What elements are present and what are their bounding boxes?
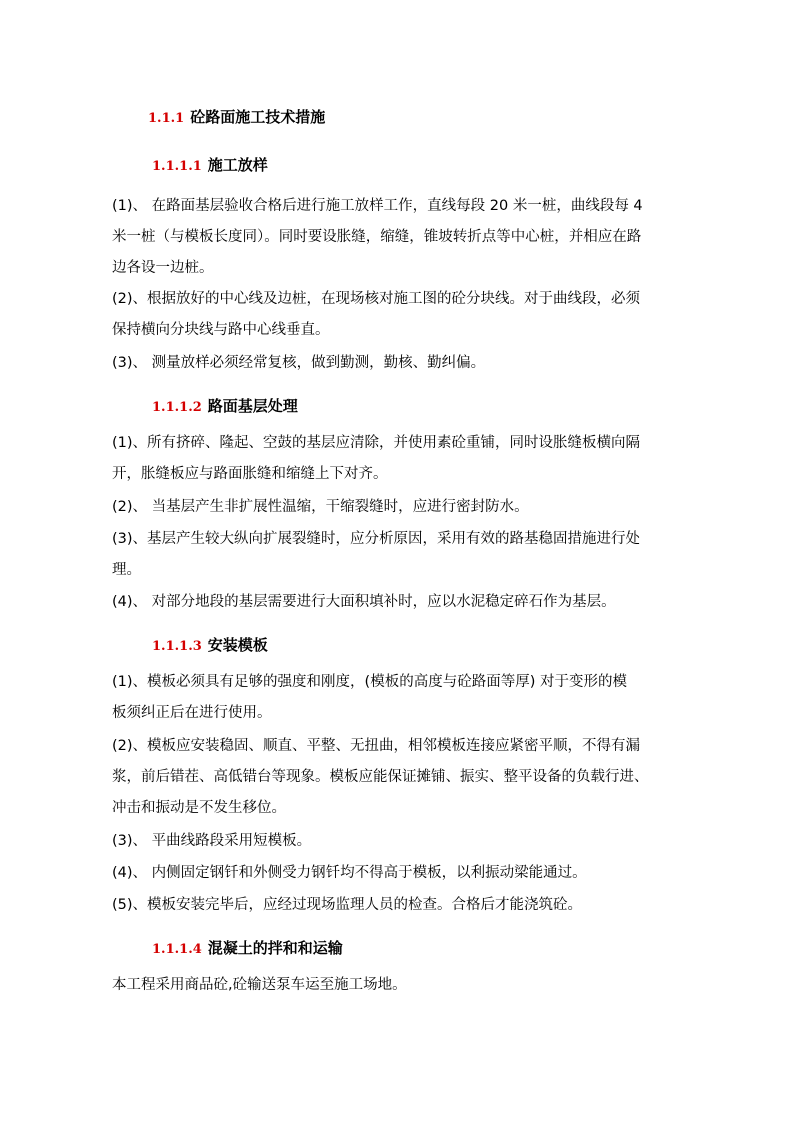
paragraph — [112, 731, 692, 824]
subsection-number: 1.1.1.3 — [152, 639, 202, 654]
section-number: 1.1.1 — [148, 111, 185, 126]
subsection-number: 1.1.1.2 — [152, 400, 202, 415]
subsection-heading — [152, 635, 268, 657]
section-title: 砼路面施工技术措施 — [190, 108, 326, 126]
text-line: 浆，前后错茬、高低错台等现象。模板应能保证摊铺、振实、整平设备的负载行进、 — [112, 769, 649, 785]
subsection-heading — [152, 938, 343, 960]
section-heading — [148, 107, 325, 129]
paragraph — [112, 970, 692, 1001]
text-line: (3)、 测量放样必须经常复核，做到勤测，勤核、勤纠偏。 — [112, 355, 486, 371]
text-line: 保持横向分块线与路中心线垂直。 — [112, 322, 330, 338]
paragraph — [112, 524, 692, 586]
paragraph — [112, 428, 692, 490]
text-line: (2)、根据放好的中心线及边桩，在现场核对施工图的砼分块线。对于曲线段，必须 — [112, 291, 641, 307]
text-line: (1)、 在路面基层验收合格后进行施工放样工作，直线每段 20 米一桩，曲线段每 4 — [112, 198, 643, 214]
subsection-title: 施工放样 — [207, 156, 268, 174]
subsection-title: 路面基层处理 — [207, 397, 298, 415]
paragraph — [112, 587, 692, 618]
text-line: (4)、 对部分地段的基层需要进行大面积填补时，应以水泥稳定碎石作为基层。 — [112, 594, 616, 610]
paragraph — [112, 348, 692, 379]
text-line: 理。 — [112, 562, 141, 578]
paragraph — [112, 667, 692, 729]
paragraph — [112, 890, 692, 921]
text-line: 边各设一边桩。 — [112, 260, 214, 276]
subsection-heading — [152, 396, 298, 418]
paragraph — [112, 284, 692, 346]
paragraph — [112, 826, 692, 857]
text-line: (2)、模板应安装稳固、顺直、平整、无扭曲，相邻模板连接应紧密平顺，不得有漏 — [112, 738, 641, 754]
text-line: (2)、 当基层产生非扩展性温缩，干缩裂缝时，应进行密封防水。 — [112, 499, 529, 515]
paragraph — [112, 492, 692, 523]
subsection-number: 1.1.1.1 — [152, 159, 202, 174]
text-line: (1)、所有挤碎、隆起、空鼓的基层应清除，并使用素砼重铺，同时设胀缝板横向隔 — [112, 435, 641, 451]
paragraph — [112, 858, 692, 889]
subsection-number: 1.1.1.4 — [152, 942, 202, 957]
text-line: 冲击和振动是不发生移位。 — [112, 800, 286, 816]
text-line: (5)、模板安装完毕后，应经过现场监理人员的检查。合格后才能浇筑砼。 — [112, 897, 583, 913]
text-line: 米一桩（与模板长度同）。同时要设胀缝，缩缝，锥坡转折点等中心桩，并相应在路 — [112, 229, 642, 245]
text-line: (1)、模板必须具有足够的强度和刚度，(模板的高度与砼路面等厚) 对于变形的模 — [112, 674, 627, 690]
text-line: 板须纠正后在进行使用。 — [112, 705, 272, 721]
text-line: 开，胀缝板应与路面胀缝和缩缝上下对齐。 — [112, 466, 388, 482]
subsection-title: 安装模板 — [207, 636, 268, 654]
text-line: (4)、 内侧固定钢钎和外侧受力钢钎均不得高于模板，以利振动梁能通过。 — [112, 865, 587, 881]
text-line: (3)、基层产生较大纵向扩展裂缝时，应分析原因，采用有效的路基稳固措施进行处 — [112, 531, 641, 547]
text-line: (3)、 平曲线路段采用短模板。 — [112, 833, 312, 849]
paragraph — [112, 191, 692, 284]
text-line: 本工程采用商品砼,砼输送泵车运至施工场地。 — [112, 977, 407, 993]
subsection-heading — [152, 155, 268, 177]
subsection-title: 混凝土的拌和和运输 — [207, 939, 343, 957]
